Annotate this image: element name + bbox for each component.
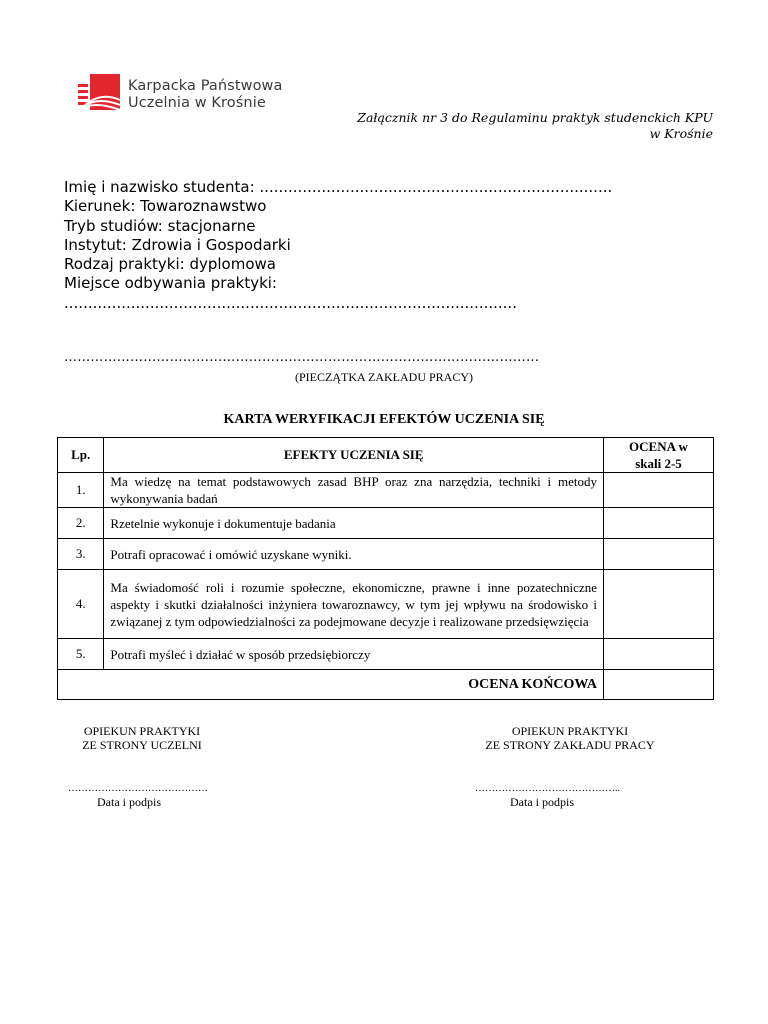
student-name-field[interactable]: Imię i nazwisko studenta: .......................................................................... <box>64 178 613 196</box>
table-row <box>58 473 714 508</box>
header-grade-line2: skali 2-5 <box>635 456 682 471</box>
attachment-line2: w Krośnie <box>649 126 713 141</box>
logo-name-line2: Uczelnia w Krośnie <box>128 95 266 111</box>
header-grade-line1: OCENA w <box>629 439 688 454</box>
internship-place-field[interactable]: ............................................................................................... <box>64 293 517 312</box>
institute: Instytut: Zdrowia i Gospodarki <box>64 235 291 254</box>
stamp-label: (PIECZĄTKA ZAKŁADU PRACY) <box>295 370 473 384</box>
signature-company-line1: OPIEKUN PRAKTYKI <box>511 724 629 738</box>
signature-company-line[interactable]: …………………………………….. <box>475 783 620 794</box>
row-lp: 1. <box>58 473 104 508</box>
university-logo <box>76 74 296 118</box>
header-grade <box>603 438 713 473</box>
signature-company-date-label: Data i podpis <box>510 795 574 809</box>
signature-university <box>62 724 222 752</box>
table-row <box>58 639 714 670</box>
student-info <box>64 178 612 313</box>
row-lp: 4. <box>58 570 104 639</box>
internship-type: Rodzaj praktyki: dyplomowa <box>64 255 276 274</box>
university-logo-icon <box>76 74 120 114</box>
table-row <box>58 508 714 539</box>
table-row <box>58 539 714 570</box>
internship-place-label: Miejsce odbywania praktyki: <box>64 274 277 293</box>
card-title: KARTA WERYFIKACJI EFEKTÓW UCZENIA SIĘ <box>223 412 545 427</box>
row-grade-cell[interactable] <box>603 508 713 539</box>
row-effect: Potrafi myśleć i działać w sposób przedsiębiorczy <box>104 639 604 670</box>
row-effect: Potrafi opracować i omówić uzyskane wyniki. <box>104 539 604 570</box>
row-effect: Rzetelnie wykonuje i dokumentuje badania <box>104 508 604 539</box>
study-mode: Tryb studiów: stacjonarne <box>64 216 256 235</box>
table-header-row <box>58 438 714 473</box>
table-row <box>58 570 714 639</box>
logo-name-line1: Karpacka Państwowa <box>128 78 283 94</box>
stamp-line[interactable]: ……………………………………………………………………………………………… <box>64 350 540 365</box>
final-grade-cell[interactable] <box>603 670 713 700</box>
final-grade-label: OCENA KOŃCOWA <box>58 670 604 700</box>
attachment-note <box>357 110 713 142</box>
row-lp: 3. <box>58 539 104 570</box>
learning-outcomes-table <box>57 437 714 700</box>
signature-company-line2: ZE STRONY ZAKŁADU PRACY <box>485 738 655 752</box>
signature-university-line[interactable]: …………………………………… <box>68 783 208 794</box>
final-grade-row <box>58 670 714 700</box>
row-effect: Ma wiedzę na temat podstawowych zasad BHP oraz zna narzędzia, techniki i metody wykonywania badań <box>104 473 604 508</box>
attachment-line1: Załącznik nr 3 do Regulaminu praktyk studenckich KPU <box>357 110 713 125</box>
row-grade-cell[interactable] <box>603 539 713 570</box>
row-grade-cell[interactable] <box>603 639 713 670</box>
row-grade-cell[interactable] <box>603 473 713 508</box>
row-effect: Ma świadomość roli i rozumie społeczne, ekonomiczne, prawne i inne pozatechniczne aspekty i skutki działalności inżyniera towaroznawcy, w tym jej wpływu na środowisko i związanej z tym odpowiedzialności za podejmowane decyzje i realizowane przedsięwzięcia <box>104 570 604 639</box>
row-grade-cell[interactable] <box>603 570 713 639</box>
signature-company <box>450 724 690 752</box>
header-effects: EFEKTY UCZENIA SIĘ <box>104 438 604 473</box>
signature-university-line1: OPIEKUN PRAKTYKI <box>83 724 201 738</box>
signature-university-line2: ZE STRONY UCZELNI <box>82 738 202 752</box>
row-lp: 5. <box>58 639 104 670</box>
header-lp: Lp. <box>58 438 104 473</box>
field-of-study: Kierunek: Towaroznawstwo <box>64 197 267 216</box>
signature-university-date-label: Data i podpis <box>97 795 161 809</box>
row-lp: 2. <box>58 508 104 539</box>
